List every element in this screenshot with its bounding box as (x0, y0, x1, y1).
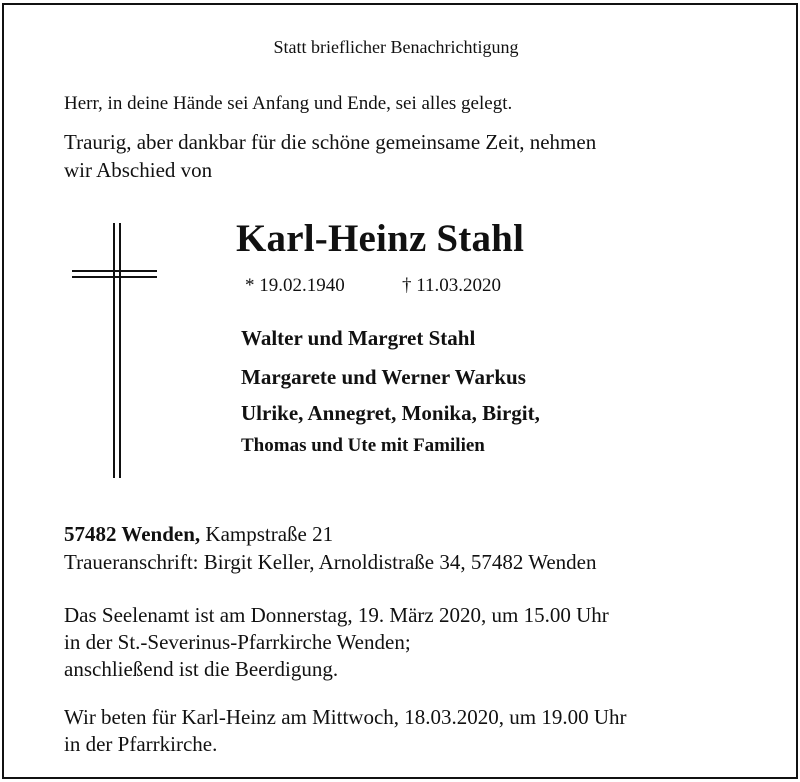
header-notice: Statt brieflicher Benachrichtigung (273, 37, 519, 57)
prayer-line: Wir beten für Karl-Heinz am Mittwoch, 18.03.2020, um 19.00 Uhr (64, 705, 627, 729)
deceased-name: Karl-Heinz Stahl (236, 217, 525, 260)
birth-date: * 19.02.1940 (245, 275, 345, 296)
mourner-line: Thomas und Ute mit Familien (241, 435, 485, 456)
death-date: † 11.03.2020 (402, 275, 502, 296)
service-line: in der St.-Severinus-Pfarrkirche Wenden; (64, 630, 411, 654)
address-street: Kampstraße 21 (205, 522, 334, 546)
home-address (64, 524, 333, 545)
mourning-address: Traueranschrift: Birgit Keller, Arnoldistraße 34, 57482 Wenden (64, 550, 597, 574)
mourner-line: Ulrike, Annegret, Monika, Birgit, (241, 401, 540, 425)
obituary-frame (2, 3, 798, 779)
mourner-line: Walter und Margret Stahl (241, 326, 476, 350)
verse: Herr, in deine Hände sei Anfang und Ende, sei alles gelegt. (64, 93, 513, 114)
mourner-line: Margarete und Werner Warkus (241, 365, 526, 389)
intro-line-1: Traurig, aber dankbar für die schöne gemeinsame Zeit, nehmen (64, 130, 597, 154)
intro-line-2: wir Abschied von (64, 158, 213, 182)
service-line: anschließend ist die Beerdigung. (64, 657, 339, 681)
service-line: Das Seelenamt ist am Donnerstag, 19. März 2020, um 15.00 Uhr (64, 603, 609, 627)
prayer-line: in der Pfarrkirche. (64, 732, 218, 756)
cross-icon (72, 223, 162, 478)
address-place: 57482 Wenden, (64, 522, 201, 546)
